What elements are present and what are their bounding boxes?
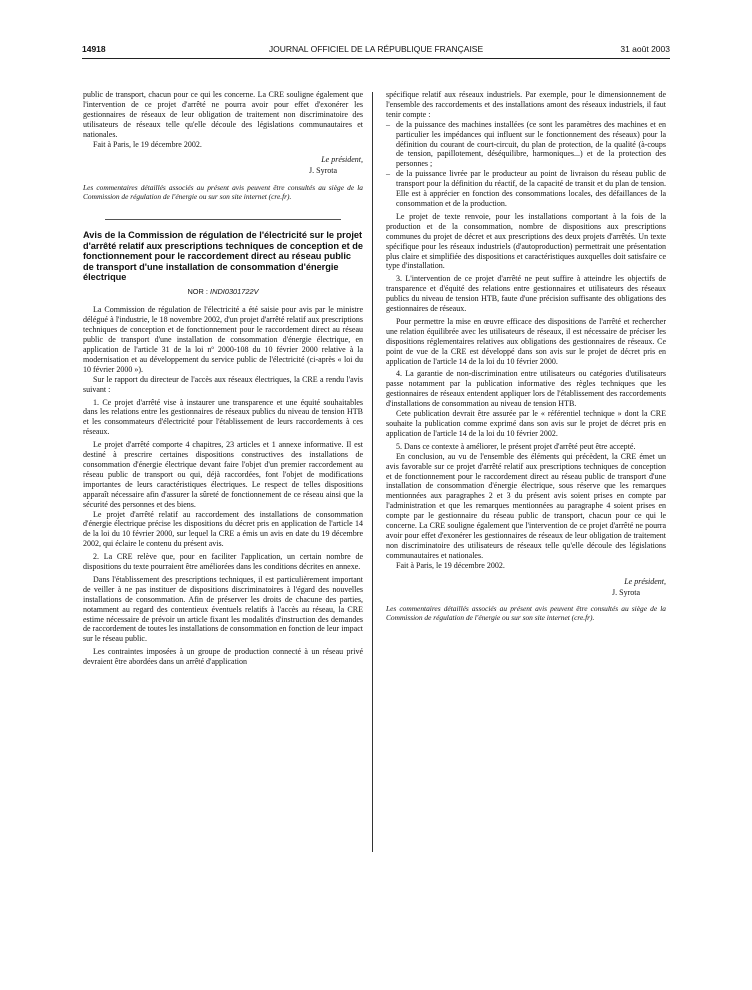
- journal-title: JOURNAL OFFICIEL DE LA RÉPUBLIQUE FRANÇAISE: [268, 44, 484, 54]
- place-date: Fait à Paris, le 19 décembre 2002.: [396, 560, 505, 570]
- page-number: 14918: [82, 44, 106, 54]
- paragraph: 2. La CRE relève que, pour en faciliter l'application, un certain nombre de dispositions du texte pourraient être améliorées dans les conditions décrites en annexe.: [83, 552, 363, 572]
- paragraph: Sur le rapport du directeur de l'accès aux réseaux électriques, la CRE a rendu l'avis suivant :: [83, 374, 363, 394]
- bullet-list: [386, 120, 666, 209]
- paragraph: Dans l'établissement des prescriptions techniques, il est particulièrement important de veiller à ne pas instituer de dispositions discriminatoires à l'égard des nouvelles installations de consommation. Afin de préserver les droits de chacune des parties, notamment au regard des contentieux éventuels relatifs à l'accès au réseau, la CRE estime nécessaire de prévoir un article fixant les modalités d'instruction des demandes de raccordement de toutes les installations de consommation en fonction de leur impact sur le réseau public.: [83, 574, 363, 644]
- avis-title: Avis de la Commission de régulation de l'électricité sur le projet d'arrêté relatif aux prescriptions techniques de conception et de fonctionnement pour le raccordement direct au réseau public de transport d'une installation de consommation d'énergie électrique: [83, 230, 363, 283]
- paragraph: Les contraintes imposées à un groupe de production connecté à un réseau privé devraient être abordées dans un arrêté d'application: [83, 647, 363, 667]
- paragraph: 4. La garantie de non-discrimination entre utilisateurs ou catégories d'utilisateurs passe notamment par la publication informative des règles techniques que les gestionnaires de réseaux entendent appliquer lors de l'établissement des raccordements d'installations de consommation au niveau de tension HTB.: [386, 369, 666, 409]
- paragraph: 3. L'intervention de ce projet d'arrêté ne peut suffire à atteindre les objectifs de transparence et d'équité des relations entre gestionnaires et utilisateurs des réseaux publics du niveau de tension HTB, faute d'une précision suffisante des obligations des gestionnaires de réseaux.: [386, 274, 666, 314]
- nor-label: NOR :: [187, 287, 208, 297]
- signature-name: J. Syrota: [309, 166, 337, 176]
- list-item: – de la puissance des machines installées (ce sont les paramètres des machines et en particulier les impédances qui influent sur le fonctionnement des réseaux) pour la définition du courant de court-circuit, du plan de protection, de la qualité (à-coups de tension, papillotement, déséquilibre, harmoniques...) et de la protection des personnes ;: [386, 120, 666, 170]
- paragraph: Le projet d'arrêté comporte 4 chapitres, 23 articles et 1 annexe informative. Il est destiné à prescrire certaines dispositions constructives des installations de consommation d'énergie électrique devant faire l'objet d'un premier raccordement au réseau public de transport ou qui, déjà raccordées, font l'objet de modifications importantes de leurs caractéristiques électriques. Le respect de telles dispositions apparaît nécessaire afin d'assurer la sûreté de fonctionnement de ce réseau ainsi que la sécurité des personnes et des biens.: [83, 440, 363, 509]
- nor-code: INDI0301722V: [210, 287, 259, 297]
- intro-paragraph: public de transport, chacun pour ce qui les concerne. La CRE souligne également que l'intervention de ce projet d'arrêté ne pourra avoir pour effet d'exonérer les gestionnaires de réseaux de leur obligation de traitement non discriminatoire des utilisateurs de réseaux telle qu'elle découle des législations communautaires et nationales.: [83, 90, 363, 139]
- list-item: – de la puissance livrée par le producteur au point de livraison du réseau public de transport pour la définition du réactif, de la capacité de transit et du plan de tension. Elle est à apprécier en fonction des consommations locales, des défaillances de la consommation et de la production.: [386, 169, 666, 209]
- page-header: [82, 44, 670, 58]
- nor-reference: [83, 287, 363, 297]
- paragraph: En conclusion, au vu de l'ensemble des éléments qui précèdent, la CRE émet un avis favorable sur ce projet d'arrêté relatif aux prescriptions techniques de conception et de fonctionnement pour le raccordement direct au réseau public de transport d'une installation de consommation d'énergie électrique, sous réserve que les remarques mentionnées aux paragraphes 2 et 3 du présent avis soient prises en compte par l'administration et que les remarques mentionnées au paragraphe 4 soient prises en compte par le gestionnaire du réseau public de transport, chacun pour ce qui le concerne. La CRE souligne également que l'intervention de ce projet d'arrêté ne pourra avoir pour effet d'exonérer les gestionnaires de réseaux de leur obligation de traitement non discriminatoire des utilisateurs de réseaux telle qu'elle découle des législations communautaires et nationales.: [386, 451, 666, 560]
- section-separator: [105, 219, 340, 220]
- signature-block: [83, 155, 363, 176]
- signature-role: Le président,: [624, 576, 666, 586]
- header-rule: [82, 58, 670, 59]
- left-column: [83, 90, 363, 667]
- paragraph: Pour permettre la mise en œuvre efficace des dispositions de l'arrêté et rechercher une relation équilibrée avec les utilisateurs de réseaux, il est nécessaire de préciser les dispositions réglementaires relatives aux obligations des gestionnaires de réseaux. Ce point de vue de la CRE est développé dans son avis sur le projet de décret pris en application de l'article 14 de la loi du 10 février 2000.: [386, 316, 666, 366]
- place-date: Fait à Paris, le 19 décembre 2002.: [93, 139, 202, 149]
- signature-role: Le président,: [321, 155, 363, 165]
- paragraph: Le projet d'arrêté relatif au raccordement des installations de consommation d'énergie électrique précise les dispositions du décret pris en application de l'article 14 de la loi du 10 février 2000, sur lequel la CRE a émis un avis en date du 19 décembre 2002, qui éclaire le contenu du présent avis.: [83, 509, 363, 549]
- paragraph: La Commission de régulation de l'électricité a été saisie pour avis par le ministre délégué à l'industrie, le 18 novembre 2002, d'un projet d'arrêté relatif aux prescriptions techniques de conception et de fonctionnement pour le raccordement direct au réseau public de transport d'une installation de consommation d'énergie électrique, en application de l'article 31 de la loi nº 2000-108 du 10 février 2000 relative à la modernisation et au développement du service public de l'électricité (ci-après « loi du 10 février 2000 »).: [83, 305, 363, 374]
- signature-block: [386, 577, 666, 598]
- signature-name: J. Syrota: [612, 587, 640, 597]
- issue-date: 31 août 2003: [620, 44, 670, 54]
- paragraph: Cete publication devrait être assurée par le « référentiel technique » dont la CRE souhaite la publication comme exprimé dans son avis sur le projet de décret pris en application de l'article 14 de la loi du 10 février 2002.: [386, 409, 666, 438]
- paragraph: Le projet de texte renvoie, pour les installations comportant à la fois de la production et de la consommation, nombre de dispositions aux prescriptions communes du projet de décret et aux prescriptions des deux projets d'arrêtés. Un texte spécifique pour les réseaux industriels (d'autoproduction) permettrait une présentation plus claire et simplifiée des dispositions et caractéristiques auxquelles doit satisfaire ce type d'installation.: [386, 211, 666, 271]
- opening-paragraph: spécifique relatif aux réseaux industriels. Par exemple, pour le dimensionnement de l'ensemble des raccordements et des installations amont des réseaux industriels, il faut tenir compte :: [386, 90, 666, 119]
- column-divider: [372, 92, 373, 852]
- right-column: [386, 90, 666, 623]
- paragraph: 5. Dans ce contexte à améliorer, le présent projet d'arrêté peut être accepté.: [396, 441, 636, 451]
- comments-note: Les commentaires détaillés associés au présent avis peuvent être consultés au siège de la Commission de régulation de l'énergie ou sur son site internet (cre.fr).: [83, 183, 363, 201]
- paragraph: 1. Ce projet d'arrêté vise à instaurer une transparence et une équité souhaitables dans les relations entre les gestionnaires de réseaux publics du niveau de tension HTB et les consommateurs d'électricité pour l'établissement de leurs raccordements à ces réseaux.: [83, 397, 363, 437]
- comments-note: Les commentaires détaillés associés au présent avis peuvent être consultés au siège de la Commission de régulation de l'énergie ou sur son site internet (cre.fr).: [386, 604, 666, 622]
